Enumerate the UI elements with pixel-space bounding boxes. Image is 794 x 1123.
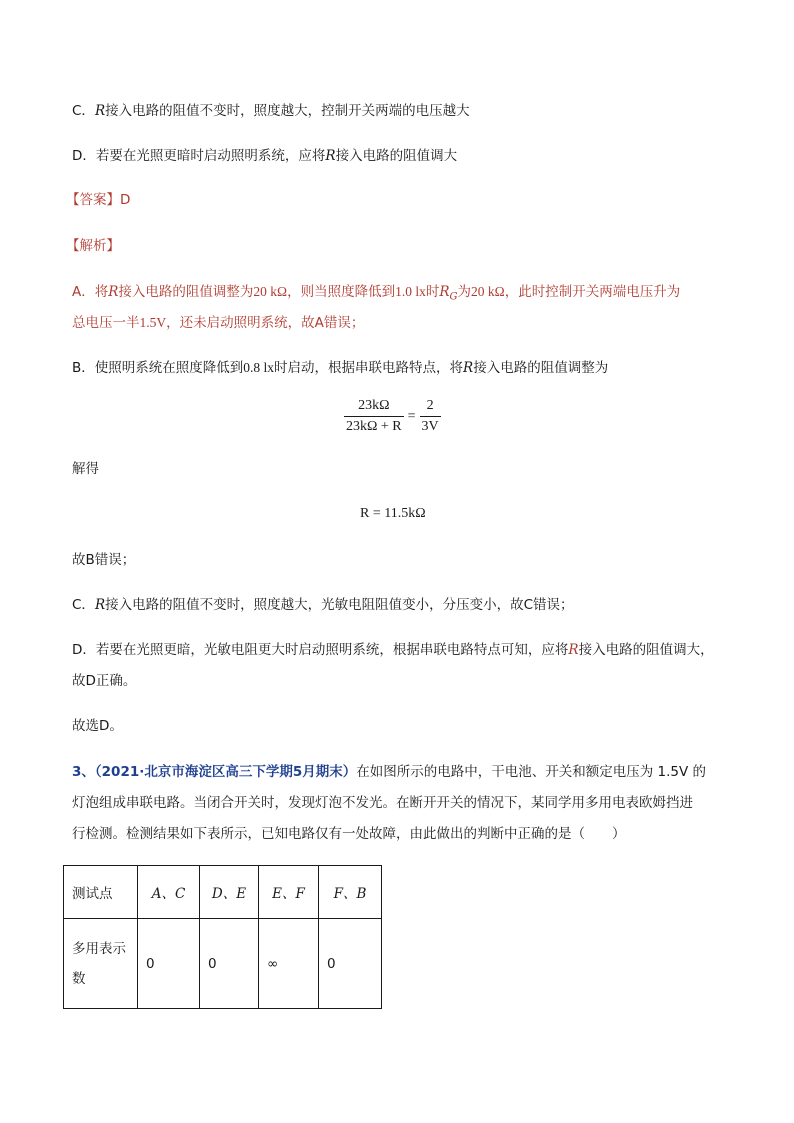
sol-a-value: 20 kΩ xyxy=(471,284,505,299)
sol-a-text: ，还未启动照明系统，故A错误； xyxy=(166,315,365,331)
solution-d-line-1 xyxy=(72,640,714,660)
option-c-var: R xyxy=(94,103,106,119)
option-c-prefix: C． xyxy=(72,103,95,119)
table-cell: 0 xyxy=(319,919,382,1009)
sol-a-subscript: G xyxy=(449,291,458,303)
solution-c xyxy=(72,595,574,615)
choose-line: 故选D。 xyxy=(72,718,123,734)
sol-a-text: 时 xyxy=(425,284,440,300)
option-c xyxy=(72,101,470,121)
sol-a-var: R xyxy=(439,284,450,300)
fraction-left-numerator: 23kΩ xyxy=(358,398,390,413)
solution-a-line-2 xyxy=(72,313,364,333)
formula-result: R = 11.5kΩ xyxy=(360,506,426,521)
sol-d-text: 接入电路的阻值调大， xyxy=(578,642,714,658)
sol-b-value: 0.8 lx xyxy=(243,360,275,375)
sol-a-value: 1.5V xyxy=(139,315,167,330)
question-number: 3、 xyxy=(72,764,95,780)
sol-c-text: 接入电路的阻值不变时，照度越大，光敏电阻阻值变小，分压变小，故C错误； xyxy=(105,597,574,613)
table-cell: 0 xyxy=(200,919,259,1009)
table-header-cell: 测试点 xyxy=(64,866,138,919)
fraction-right xyxy=(420,398,441,435)
sol-b-var: R xyxy=(463,360,474,376)
answer-line xyxy=(66,190,130,210)
formula-ratio xyxy=(344,398,441,435)
table-header-cell: E、F xyxy=(259,866,319,919)
sol-a-value: 1.0 lx xyxy=(395,284,426,299)
question-3-line-1 xyxy=(72,762,706,782)
table-header-row xyxy=(64,866,382,919)
sol-a-value: 20 kΩ xyxy=(253,284,288,299)
table-cell: 0 xyxy=(138,919,200,1009)
option-d-text: 接入电路的阻值调大 xyxy=(335,148,458,164)
analysis-label: 【解析】 xyxy=(66,238,120,254)
sol-b-text: B．使照明系统在照度降低到 xyxy=(72,360,244,376)
table-header-cell: F、B xyxy=(319,866,382,919)
row-label-part: 数 xyxy=(72,970,86,987)
fraction-right-numerator: 2 xyxy=(426,398,434,413)
b-wrong: 故B错误； xyxy=(72,552,136,568)
table-row xyxy=(64,919,382,1009)
sol-c-text: C． xyxy=(72,597,95,613)
option-c-text: 接入电路的阻值不变时，照度越大，控制开关两端的电压越大 xyxy=(105,103,470,119)
sol-a-text: 接入电路的阻值调整为 xyxy=(118,284,254,300)
fraction-left xyxy=(344,398,404,435)
sol-a-text: ，则当照度降低到 xyxy=(287,284,396,300)
answer-value: D xyxy=(120,192,131,208)
sol-b-text: 时启动，根据串联电路特点，将 xyxy=(274,360,464,376)
table-row-label xyxy=(64,919,138,1009)
solution-d-line-2: 故D正确。 xyxy=(72,673,137,689)
question-source: （2021·北京市海淀区高三下学期5月期末） xyxy=(94,764,357,780)
option-d-var: R xyxy=(325,148,336,164)
answer-label: 【答案】 xyxy=(66,192,120,208)
table-header-cell: D、E xyxy=(200,866,259,919)
question-text: 在如图所示的电路中，干电池、开关和额定电压为 1.5V 的 xyxy=(356,764,707,780)
sol-a-var: R xyxy=(108,284,119,300)
fraction-right-denominator: 3V xyxy=(420,416,441,435)
row-label-part: 多用表示 xyxy=(72,940,126,957)
sol-b-text: 接入电路的阻值调整为 xyxy=(473,360,609,376)
sol-c-var: R xyxy=(94,597,106,613)
option-d-prefix: D．若要在光照更暗时启动照明系统，应将 xyxy=(72,148,326,164)
table-cell: ∞ xyxy=(259,919,319,1009)
sol-d-var: R xyxy=(568,642,579,658)
sol-a-text: 为 xyxy=(457,284,472,300)
solution-a-line-1 xyxy=(72,282,680,308)
jiede-label: 解得 xyxy=(72,461,99,477)
sol-a-text: A．将 xyxy=(72,284,109,300)
test-results-table xyxy=(63,865,382,1009)
sol-a-text: ，此时控制开关两端电压升为 xyxy=(504,284,681,300)
sol-a-text: 总电压一半 xyxy=(72,315,140,331)
question-3-line-2: 灯泡组成串联电路。当闭合开关时，发现灯泡不发光。在断开开关的情况下，某同学用多用电表欧姆挡进 xyxy=(72,795,693,811)
question-3-line-3: 行检测。检测结果如下表所示，已知电路仅有一处故障，由此做出的判断中正确的是（ ） xyxy=(72,826,626,842)
solution-b xyxy=(72,358,608,378)
fraction-left-denominator: 23kΩ + R xyxy=(344,416,404,435)
equals-sign: = xyxy=(407,408,416,424)
sol-d-text: D．若要在光照更暗，光敏电阻更大时启动照明系统，根据串联电路特点可知，应将 xyxy=(72,642,569,658)
option-d xyxy=(72,146,457,166)
table-header-cell: A、C xyxy=(138,866,200,919)
